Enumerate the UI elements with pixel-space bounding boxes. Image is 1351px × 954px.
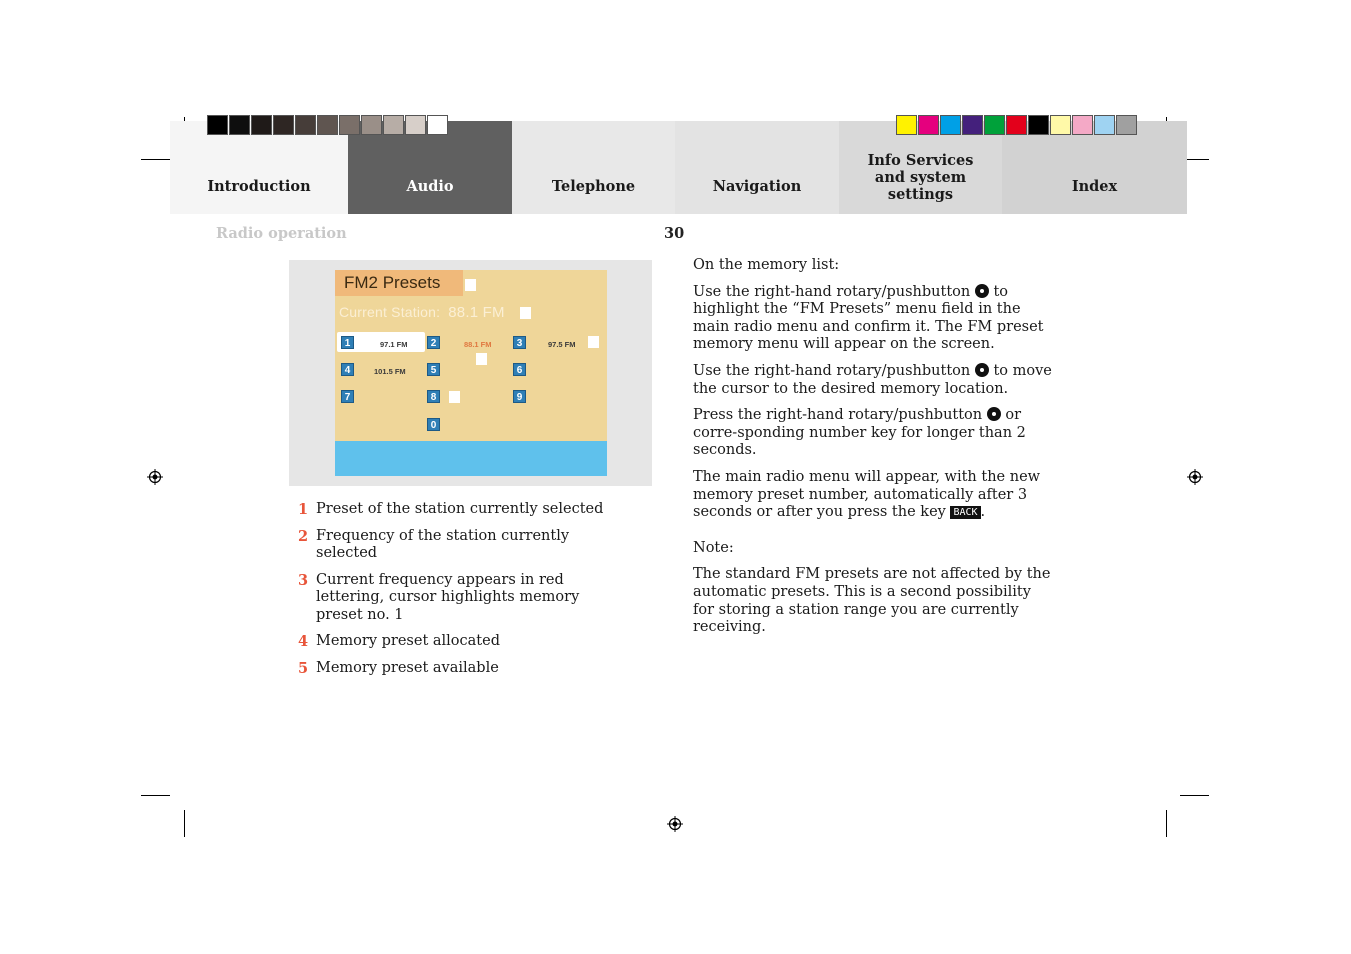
preset-key: 7 xyxy=(341,390,354,403)
crop-mark xyxy=(1180,795,1209,796)
color-swatch xyxy=(383,115,404,135)
color-swatch xyxy=(1094,115,1115,135)
color-swatch xyxy=(962,115,983,135)
color-swatch xyxy=(251,115,272,135)
legend-item: 2 Frequency of the station currently selected xyxy=(298,527,570,561)
preset-key: 8 xyxy=(427,390,440,403)
color-swatch xyxy=(273,115,294,135)
tab-info-services[interactable]: Info Services and system settings xyxy=(839,121,1002,214)
current-station: Current Station: 88.1 FM xyxy=(339,304,505,321)
color-swatch xyxy=(339,115,360,135)
legend-item: 3 Current frequency appears in red lettering, cursor highlights memory preset no. 1 xyxy=(298,571,580,623)
preset-frequency: 97.5 FM xyxy=(548,340,576,349)
color-swatch xyxy=(405,115,426,135)
callout-marker xyxy=(476,353,487,365)
legend-item: 1 Preset of the station currently selected xyxy=(298,501,604,518)
screen-title-bar xyxy=(335,270,463,296)
color-swatch xyxy=(295,115,316,135)
color-swatch xyxy=(1116,115,1137,135)
preset-frequency: 101.5 FM xyxy=(374,367,406,376)
callout-marker xyxy=(520,307,531,319)
paragraph: Use the right-hand rotary/pushbutton to highlight the “FM Presets” menu field in the main radio menu and confirm it. The FM preset memory menu will appear on the screen. xyxy=(693,283,1044,353)
color-swatch xyxy=(918,115,939,135)
registration-mark-icon xyxy=(1187,469,1203,485)
tab-audio[interactable]: Audio xyxy=(348,121,512,214)
preset-key: 1 xyxy=(341,336,354,349)
tab-introduction[interactable]: Introduction xyxy=(170,121,348,214)
preset-key: 2 xyxy=(427,336,440,349)
instruction-text xyxy=(693,257,1053,646)
note-label: Note: xyxy=(693,539,734,556)
grayscale-calibration-strip xyxy=(207,115,449,137)
legend-item: 4 Memory preset allocated xyxy=(298,633,500,650)
crop-mark xyxy=(141,795,170,796)
paragraph: On the memory list: xyxy=(693,257,840,273)
color-swatch xyxy=(229,115,250,135)
paragraph: Use the right-hand rotary/pushbutton to move the cursor to the desired memory location. xyxy=(693,362,1052,397)
color-swatch xyxy=(427,115,448,135)
color-calibration-strip xyxy=(896,115,1138,137)
callout-marker xyxy=(588,336,599,348)
color-swatch xyxy=(940,115,961,135)
note-text: The standard FM presets are not affected by the automatic presets. This is a second possibility for storing a station range you are currently receiving. xyxy=(693,566,1051,636)
figure-legend xyxy=(298,501,628,686)
back-key-icon: BACK xyxy=(950,506,980,519)
preset-key: 3 xyxy=(513,336,526,349)
registration-mark-icon xyxy=(667,816,683,832)
rotary-pushbutton-icon xyxy=(975,363,989,377)
paragraph: Press the right-hand rotary/pushbutton or corre-sponding number key for longer than 2 seconds. xyxy=(693,407,1026,459)
preset-key: 4 xyxy=(341,363,354,376)
tab-index[interactable]: Index xyxy=(1002,121,1187,214)
callout-marker xyxy=(465,279,476,291)
registration-mark-icon xyxy=(147,469,163,485)
tab-navigation[interactable]: Navigation xyxy=(675,121,839,214)
legend-item: 5 Memory preset available xyxy=(298,659,499,677)
preset-frequency-current: 88.1 FM xyxy=(464,340,492,349)
color-swatch xyxy=(896,115,917,135)
screen-bottom-bar xyxy=(335,441,607,476)
radio-screen-illustration xyxy=(335,270,607,476)
preset-key: 9 xyxy=(513,390,526,403)
crop-mark xyxy=(184,810,185,837)
preset-frequency: 97.1 FM xyxy=(380,340,408,349)
preset-key: 0 xyxy=(427,418,440,431)
crop-mark xyxy=(141,159,170,160)
screen-title: FM2 Presets xyxy=(344,273,441,292)
rotary-pushbutton-icon xyxy=(975,284,989,298)
page-number: 30 xyxy=(664,225,685,242)
paragraph: The main radio menu will appear, with the new memory preset number, automatically after 3 seconds or after you press the key BACK . xyxy=(693,468,1041,521)
crop-mark xyxy=(1166,810,1167,837)
color-swatch xyxy=(361,115,382,135)
callout-marker xyxy=(449,391,460,403)
color-swatch xyxy=(207,115,228,135)
color-swatch xyxy=(1006,115,1027,135)
rotary-pushbutton-icon xyxy=(987,407,1001,421)
color-swatch xyxy=(1072,115,1093,135)
preset-key: 5 xyxy=(427,363,440,376)
preset-key: 6 xyxy=(513,363,526,376)
color-swatch xyxy=(317,115,338,135)
color-swatch xyxy=(1050,115,1071,135)
section-title: Radio operation xyxy=(216,225,347,242)
tab-telephone[interactable]: Telephone xyxy=(512,121,675,214)
color-swatch xyxy=(984,115,1005,135)
color-swatch xyxy=(1028,115,1049,135)
